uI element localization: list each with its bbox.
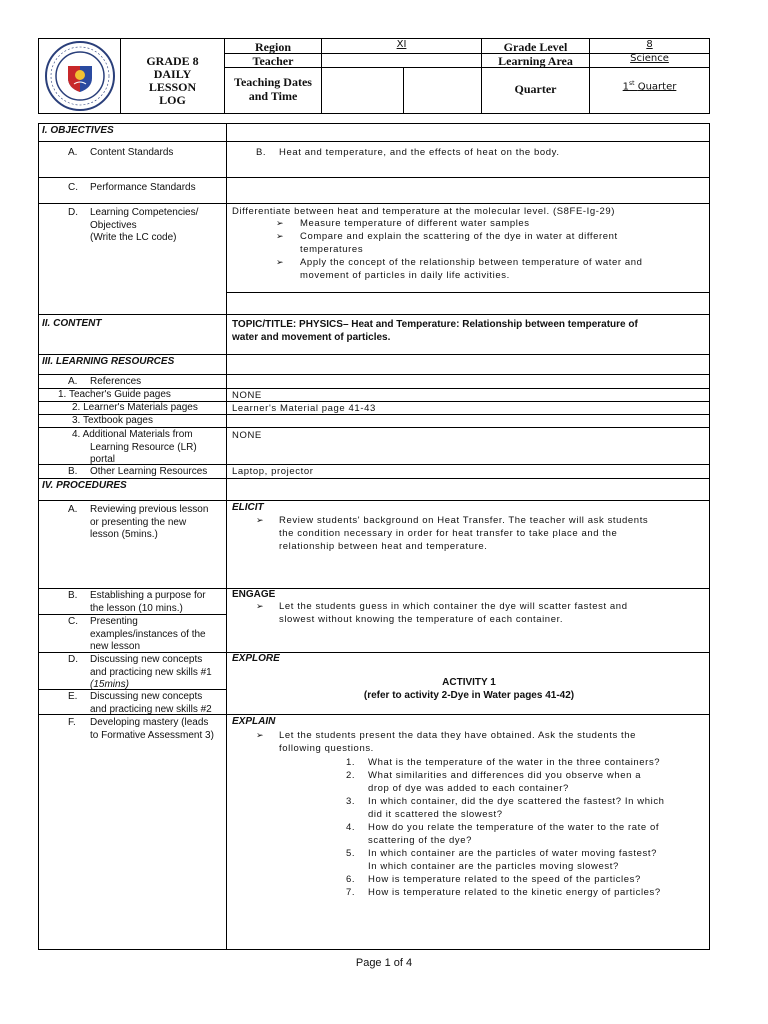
- resources-heading: III. LEARNING RESOURCES: [42, 356, 175, 367]
- question-text: What similarities and differences did you observe when a: [368, 770, 642, 781]
- proc-e-label: and practicing new skills #2: [90, 703, 212, 715]
- engage-item: [256, 600, 628, 626]
- list-item: 2. What similarities and differences did you observe when a drop of dye was added to each container?: [346, 769, 708, 795]
- references-letter: A.: [68, 376, 78, 387]
- list-item: 7. How is temperature related to the kinetic energy of particles?: [346, 886, 708, 899]
- list-item-text: Measure temperature of different water samples: [300, 218, 530, 229]
- arrow-bullet-icon: ➢: [256, 515, 265, 525]
- proc-c-label: examples/instances of the: [90, 628, 206, 640]
- proc-e-label: Discussing new concepts: [90, 691, 203, 702]
- engage-text: slowest without knowing the temperature of each container.: [279, 614, 564, 625]
- explain-heading: EXPLAIN: [232, 716, 276, 727]
- explain-text: following questions.: [279, 743, 374, 754]
- question-text: How is temperature related to the speed of the particles?: [368, 874, 641, 885]
- arrow-bullet-icon: ➢: [276, 257, 285, 267]
- objectives-heading: I. OBJECTIVES: [42, 125, 114, 136]
- grade-title-line: LESSON: [148, 80, 197, 94]
- question-text: did it scattered the slowest?: [368, 809, 503, 820]
- question-text: In which container are the particles moving slowest?: [368, 861, 619, 872]
- proc-e-letter: E.: [68, 691, 78, 702]
- proc-f-letter: F.: [68, 717, 76, 728]
- elicit-text: the condition necessary in order for heat transfer to take place and the: [279, 528, 618, 539]
- proc-d-label: and practicing new skills #1: [90, 666, 212, 678]
- am-label: 4. Additional Materials from: [72, 429, 193, 440]
- list-item: [276, 256, 643, 282]
- proc-c-letter: C.: [68, 616, 78, 627]
- arrow-bullet-icon: ➢: [276, 231, 285, 241]
- grade-level-label: Grade Level: [503, 40, 568, 54]
- other-value: Laptop, projector: [232, 466, 314, 477]
- proc-a-letter: A.: [68, 504, 78, 515]
- deped-seal-logo: [44, 40, 116, 112]
- region-value: XI: [396, 39, 407, 50]
- page-footer: Page 1 of 4: [355, 957, 413, 969]
- proc-a-label: lesson (5mins.): [90, 529, 158, 540]
- proc-c-label: new lesson: [90, 641, 141, 652]
- am-label: Learning Resource (LR): [90, 441, 197, 453]
- elicit-text: relationship between heat and temperature.: [279, 541, 488, 552]
- engage-heading: ENGAGE: [232, 589, 276, 600]
- proc-b-letter: B.: [68, 590, 78, 601]
- topic-title: TOPIC/TITLE: PHYSICS– Heat and Temperature: Relationship between temperature of: [232, 319, 638, 330]
- list-item: [276, 217, 643, 230]
- performance-standards-letter: C.: [68, 182, 78, 193]
- question-text: In which container, did the dye scattered the fastest? In which: [368, 796, 665, 807]
- proc-a-label: or presenting the new: [90, 516, 187, 528]
- content-standards-label: Content Standards: [90, 147, 174, 158]
- list-item: 5. In which container are the particles of water moving fastest? In which container are the particles moving slowest?: [346, 847, 708, 873]
- explain-item: [256, 729, 636, 755]
- question-text: drop of dye was added to each container?: [368, 783, 569, 794]
- proc-f-label: Developing mastery (leads: [90, 717, 209, 728]
- lm-label: 2. Learner's Materials pages: [72, 402, 198, 413]
- engage-text: Let the students guess in which container the dye will scatter fastest and: [279, 601, 628, 612]
- quarter-num: 1: [622, 81, 630, 93]
- proc-d-label: Discussing new concepts: [90, 654, 203, 665]
- grade-level-value: 8: [646, 39, 653, 50]
- list-item-text: movement of particles in daily life activities.: [300, 270, 510, 281]
- competency-intro: Differentiate between heat and temperature at the molecular level. (S8FE-Ig-29): [232, 206, 616, 217]
- lm-value: Learner's Material page 41-43: [232, 403, 376, 414]
- activity-subtitle: (refer to activity 2-Dye in Water pages 41-42): [363, 690, 575, 701]
- learning-area-value: Science: [630, 53, 669, 64]
- question-text: How is temperature related to the kinetic energy of particles?: [368, 887, 661, 898]
- procedures-heading: IV. PROCEDURES: [42, 480, 127, 491]
- question-list: [346, 756, 708, 899]
- competency-label: (Write the LC code): [90, 232, 177, 243]
- other-letter: B.: [68, 466, 78, 477]
- explore-heading: EXPLORE: [232, 653, 280, 664]
- elicit-text: Review students' background on Heat Transfer. The teacher will ask students: [279, 515, 649, 526]
- grade-title-line: DAILY: [153, 67, 192, 81]
- activity-title: ACTIVITY 1: [442, 677, 496, 688]
- quarter-label: Quarter: [514, 82, 557, 96]
- region-label: Region: [255, 40, 291, 54]
- teaching-dates-label: and Time: [248, 89, 298, 103]
- arrow-bullet-icon: ➢: [256, 730, 265, 740]
- teacher-label: Teacher: [252, 54, 294, 68]
- proc-f-label: to Formative Assessment 3): [90, 729, 214, 741]
- teaching-dates-label: Teaching Dates: [234, 75, 312, 89]
- quarter-word: Quarter: [637, 81, 677, 93]
- arrow-bullet-icon: ➢: [276, 218, 285, 228]
- competency-label: Objectives: [90, 219, 137, 231]
- other-label: Other Learning Resources: [90, 466, 208, 477]
- proc-d-label: (15mins): [90, 679, 129, 690]
- proc-b-label: the lesson (10 mins.): [90, 602, 183, 614]
- elicit-heading: ELICIT: [232, 502, 264, 513]
- proc-d-letter: D.: [68, 654, 78, 665]
- question-text: scattering of the dye?: [368, 835, 473, 846]
- topic-title: water and movement of particles.: [232, 332, 391, 343]
- proc-b-label: Establishing a purpose for: [90, 590, 206, 601]
- quarter-sup: st: [629, 80, 635, 87]
- tg-value: NONE: [232, 390, 262, 401]
- list-item: [276, 230, 643, 256]
- list-item-text: temperatures: [300, 244, 364, 255]
- elicit-item: [256, 514, 648, 553]
- list-item-text: Apply the concept of the relationship between temperature of water and: [300, 257, 643, 268]
- list-item-text: Compare and explain the scattering of the dye in water at different: [300, 231, 618, 242]
- content-standards-letter-b: B.: [256, 147, 267, 158]
- arrow-bullet-icon: ➢: [256, 601, 265, 611]
- question-text: In which container are the particles of water moving fastest?: [368, 848, 658, 859]
- performance-standards-label: Performance Standards: [90, 182, 196, 193]
- list-item: 6. How is temperature related to the speed of the particles?: [346, 873, 708, 886]
- proc-a-label: Reviewing previous lesson: [90, 504, 209, 515]
- list-item: 3. In which container, did the dye scattered the fastest? In which did it scattered the slowest?: [346, 795, 708, 821]
- am-value: NONE: [232, 430, 262, 441]
- list-item: 1. What is the temperature of the water in the three containers?: [346, 756, 708, 769]
- tb-label: 3. Textbook pages: [72, 415, 153, 426]
- am-label: portal: [90, 454, 116, 465]
- proc-c-label: Presenting: [90, 616, 138, 627]
- competency-label: Learning Competencies/: [90, 207, 199, 218]
- competency-letter: D.: [68, 207, 78, 218]
- content-heading: II. CONTENT: [42, 318, 102, 329]
- question-text: How do you relate the temperature of the water to the rate of: [368, 822, 660, 833]
- quarter-value: [590, 80, 709, 92]
- grade-title: [121, 55, 224, 107]
- references-label: References: [90, 376, 142, 387]
- content-standards-value: Heat and temperature, and the effects of heat on the body.: [279, 147, 560, 158]
- content-standards-letter: A.: [68, 147, 78, 158]
- learning-area-label: Learning Area: [498, 54, 573, 68]
- grade-title-line: GRADE 8: [146, 54, 199, 68]
- grade-title-line: LOG: [159, 93, 186, 107]
- tg-label: 1. Teacher's Guide pages: [58, 389, 171, 400]
- question-text: What is the temperature of the water in the three containers?: [368, 757, 661, 768]
- list-item: 4. How do you relate the temperature of the water to the rate of scattering of the dye?: [346, 821, 708, 847]
- explain-text: Let the students present the data they have obtained. Ask the students the: [279, 730, 637, 741]
- competency-list: [276, 217, 643, 282]
